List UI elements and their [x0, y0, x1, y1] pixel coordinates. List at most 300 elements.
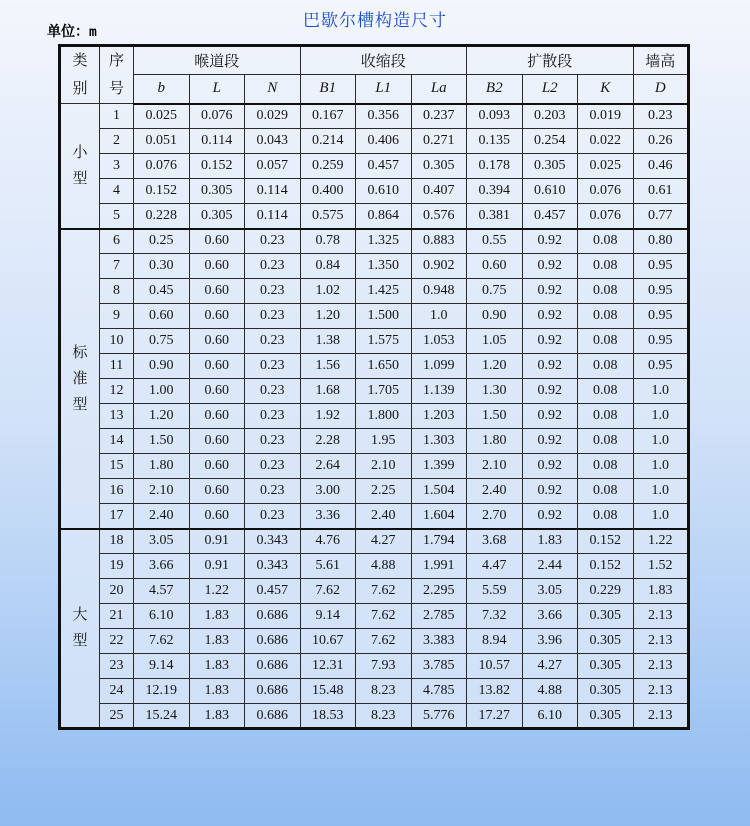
- cell-b: 9.14: [134, 654, 190, 679]
- cell-L2: 0.92: [522, 504, 578, 529]
- cell-L: 0.152: [189, 154, 245, 179]
- cell-L1: 1.575: [356, 329, 412, 354]
- column-header-D: D: [633, 75, 689, 104]
- cell-L: 1.83: [189, 704, 245, 729]
- cell-N: 0.114: [245, 204, 301, 229]
- cell-B1: 1.20: [300, 304, 356, 329]
- cell-L2: 0.92: [522, 479, 578, 504]
- cell-K: 0.025: [578, 154, 634, 179]
- cell-L1: 7.62: [356, 579, 412, 604]
- cell-L2: 0.92: [522, 304, 578, 329]
- table-row: [60, 329, 689, 354]
- cell-N: 0.686: [245, 654, 301, 679]
- cell-D: 1.52: [633, 554, 689, 579]
- cell-N: 0.343: [245, 554, 301, 579]
- cell-La: 3.785: [411, 654, 467, 679]
- cell-D: 1.0: [633, 379, 689, 404]
- cell-K: 0.305: [578, 654, 634, 679]
- cell-K: 0.076: [578, 204, 634, 229]
- row-number: 21: [100, 604, 134, 629]
- cell-L2: 0.92: [522, 454, 578, 479]
- cell-D: 1.0: [633, 404, 689, 429]
- cell-L1: 1.350: [356, 254, 412, 279]
- column-header-L: L: [189, 75, 245, 104]
- cell-L2: 0.92: [522, 279, 578, 304]
- cell-B1: 1.68: [300, 379, 356, 404]
- row-number: 6: [100, 229, 134, 254]
- table-row: [60, 304, 689, 329]
- cell-N: 0.029: [245, 104, 301, 129]
- cell-b: 2.10: [134, 479, 190, 504]
- cell-K: 0.08: [578, 279, 634, 304]
- cell-b: 4.57: [134, 579, 190, 604]
- cell-N: 0.23: [245, 229, 301, 254]
- cell-K: 0.08: [578, 354, 634, 379]
- cell-B1: 1.38: [300, 329, 356, 354]
- cell-D: 1.22: [633, 529, 689, 554]
- cell-L: 0.305: [189, 204, 245, 229]
- table-row: [60, 629, 689, 654]
- table-row: [60, 654, 689, 679]
- table-row: [60, 504, 689, 529]
- cell-L: 1.83: [189, 604, 245, 629]
- row-number: 18: [100, 529, 134, 554]
- table-row: [60, 454, 689, 479]
- cell-D: 0.95: [633, 279, 689, 304]
- cell-D: 0.46: [633, 154, 689, 179]
- column-header-N: N: [245, 75, 301, 104]
- cell-N: 0.686: [245, 604, 301, 629]
- table-row: [60, 604, 689, 629]
- cell-B2: 2.10: [467, 454, 523, 479]
- cell-L: 0.60: [189, 404, 245, 429]
- cell-L2: 1.83: [522, 529, 578, 554]
- cell-B1: 0.214: [300, 129, 356, 154]
- cell-L: 0.60: [189, 304, 245, 329]
- cell-D: 0.95: [633, 304, 689, 329]
- cell-B2: 0.135: [467, 129, 523, 154]
- cell-N: 0.043: [245, 129, 301, 154]
- cell-B2: 0.90: [467, 304, 523, 329]
- row-number: 19: [100, 554, 134, 579]
- cell-B1: 15.48: [300, 679, 356, 704]
- cell-La: 1.303: [411, 429, 467, 454]
- unit-value: m: [89, 25, 97, 40]
- column-group-throat: 喉道段: [134, 46, 301, 75]
- row-number: 12: [100, 379, 134, 404]
- cell-B1: 0.259: [300, 154, 356, 179]
- row-number: 25: [100, 704, 134, 729]
- cell-N: 0.23: [245, 429, 301, 454]
- cell-B1: 1.92: [300, 404, 356, 429]
- cell-B2: 0.55: [467, 229, 523, 254]
- cell-L1: 2.10: [356, 454, 412, 479]
- cell-b: 0.025: [134, 104, 190, 129]
- table-row: [60, 354, 689, 379]
- cell-B1: 10.67: [300, 629, 356, 654]
- cell-N: 0.23: [245, 354, 301, 379]
- cell-D: 2.13: [633, 704, 689, 729]
- cell-B2: 5.59: [467, 579, 523, 604]
- row-number: 11: [100, 354, 134, 379]
- cell-B1: 0.84: [300, 254, 356, 279]
- cell-D: 1.0: [633, 454, 689, 479]
- cell-K: 0.08: [578, 329, 634, 354]
- row-number: 24: [100, 679, 134, 704]
- row-number: 17: [100, 504, 134, 529]
- cell-N: 0.23: [245, 254, 301, 279]
- cell-K: 0.08: [578, 229, 634, 254]
- cell-B2: 3.68: [467, 529, 523, 554]
- cell-La: 4.785: [411, 679, 467, 704]
- cell-L: 0.60: [189, 504, 245, 529]
- cell-B1: 7.62: [300, 579, 356, 604]
- cell-K: 0.076: [578, 179, 634, 204]
- cell-b: 0.076: [134, 154, 190, 179]
- column-header-index: 序号: [100, 46, 134, 104]
- cell-b: 0.30: [134, 254, 190, 279]
- cell-N: 0.343: [245, 529, 301, 554]
- cell-N: 0.686: [245, 679, 301, 704]
- cell-D: 2.13: [633, 679, 689, 704]
- cell-b: 0.75: [134, 329, 190, 354]
- cell-La: 0.883: [411, 229, 467, 254]
- cell-b: 1.50: [134, 429, 190, 454]
- cell-L: 0.60: [189, 279, 245, 304]
- cell-La: 1.203: [411, 404, 467, 429]
- cell-La: 1.399: [411, 454, 467, 479]
- cell-B2: 0.75: [467, 279, 523, 304]
- cell-D: 0.61: [633, 179, 689, 204]
- row-number: 2: [100, 129, 134, 154]
- cell-L: 0.60: [189, 479, 245, 504]
- cell-La: 1.099: [411, 354, 467, 379]
- cell-L1: 0.610: [356, 179, 412, 204]
- cell-La: 2.785: [411, 604, 467, 629]
- column-header-b: b: [134, 75, 190, 104]
- cell-K: 0.08: [578, 254, 634, 279]
- cell-L1: 8.23: [356, 679, 412, 704]
- column-group-converging: 收缩段: [300, 46, 467, 75]
- cell-La: 2.295: [411, 579, 467, 604]
- cell-b: 1.00: [134, 379, 190, 404]
- cell-L1: 7.62: [356, 604, 412, 629]
- column-header-L1: L1: [356, 75, 412, 104]
- cell-L: 0.305: [189, 179, 245, 204]
- cell-L: 0.91: [189, 554, 245, 579]
- cell-B1: 3.36: [300, 504, 356, 529]
- cell-L2: 3.66: [522, 604, 578, 629]
- cell-D: 1.0: [633, 429, 689, 454]
- cell-B2: 1.80: [467, 429, 523, 454]
- cell-D: 0.23: [633, 104, 689, 129]
- cell-L1: 4.27: [356, 529, 412, 554]
- cell-B2: 8.94: [467, 629, 523, 654]
- cell-N: 0.23: [245, 329, 301, 354]
- cell-B2: 17.27: [467, 704, 523, 729]
- cell-La: 1.0: [411, 304, 467, 329]
- row-number: 4: [100, 179, 134, 204]
- table-row: [60, 154, 689, 179]
- cell-La: 1.139: [411, 379, 467, 404]
- cell-L: 0.91: [189, 529, 245, 554]
- cell-L: 1.83: [189, 654, 245, 679]
- dimension-table: [58, 44, 690, 730]
- cell-D: 0.95: [633, 329, 689, 354]
- table-row: [60, 129, 689, 154]
- cell-La: 0.407: [411, 179, 467, 204]
- cell-D: 1.0: [633, 479, 689, 504]
- cell-L1: 1.95: [356, 429, 412, 454]
- cell-La: 5.776: [411, 704, 467, 729]
- cell-D: 0.95: [633, 354, 689, 379]
- cell-N: 0.686: [245, 629, 301, 654]
- column-header-B2: B2: [467, 75, 523, 104]
- column-header-category: 类别: [60, 46, 100, 104]
- cell-La: 1.053: [411, 329, 467, 354]
- cell-B1: 2.28: [300, 429, 356, 454]
- cell-La: 1.991: [411, 554, 467, 579]
- row-number: 3: [100, 154, 134, 179]
- cell-b: 1.80: [134, 454, 190, 479]
- cell-K: 0.229: [578, 579, 634, 604]
- cell-K: 0.08: [578, 504, 634, 529]
- cell-L1: 1.500: [356, 304, 412, 329]
- cell-La: 1.794: [411, 529, 467, 554]
- cell-B2: 0.178: [467, 154, 523, 179]
- cell-B2: 10.57: [467, 654, 523, 679]
- cell-b: 0.228: [134, 204, 190, 229]
- cell-La: 0.948: [411, 279, 467, 304]
- table-row: [60, 679, 689, 704]
- row-number: 23: [100, 654, 134, 679]
- cell-K: 0.08: [578, 404, 634, 429]
- cell-L1: 0.406: [356, 129, 412, 154]
- column-group-wall-height: 墙高: [633, 46, 689, 75]
- cell-D: 2.13: [633, 654, 689, 679]
- cell-B1: 1.02: [300, 279, 356, 304]
- cell-L2: 0.92: [522, 354, 578, 379]
- cell-B2: 2.40: [467, 479, 523, 504]
- cell-La: 0.271: [411, 129, 467, 154]
- cell-B1: 3.00: [300, 479, 356, 504]
- cell-N: 0.23: [245, 279, 301, 304]
- cell-N: 0.23: [245, 379, 301, 404]
- cell-b: 0.60: [134, 304, 190, 329]
- cell-L1: 1.325: [356, 229, 412, 254]
- cell-b: 3.05: [134, 529, 190, 554]
- column-group-diverging: 扩散段: [467, 46, 634, 75]
- cell-N: 0.686: [245, 704, 301, 729]
- cell-D: 0.80: [633, 229, 689, 254]
- cell-K: 0.152: [578, 554, 634, 579]
- cell-L1: 0.356: [356, 104, 412, 129]
- cell-La: 1.604: [411, 504, 467, 529]
- cell-L1: 8.23: [356, 704, 412, 729]
- cell-b: 1.20: [134, 404, 190, 429]
- cell-L2: 0.92: [522, 254, 578, 279]
- cell-b: 0.25: [134, 229, 190, 254]
- cell-K: 0.305: [578, 629, 634, 654]
- table-row: [60, 229, 689, 254]
- cell-L2: 4.27: [522, 654, 578, 679]
- category-label: 大型: [60, 529, 100, 729]
- cell-L1: 0.864: [356, 204, 412, 229]
- cell-L2: 0.254: [522, 129, 578, 154]
- cell-B1: 0.167: [300, 104, 356, 129]
- table-row: [60, 179, 689, 204]
- cell-L2: 0.92: [522, 229, 578, 254]
- cell-L2: 0.457: [522, 204, 578, 229]
- cell-b: 2.40: [134, 504, 190, 529]
- cell-B2: 0.381: [467, 204, 523, 229]
- row-number: 1: [100, 104, 134, 129]
- cell-L: 0.60: [189, 329, 245, 354]
- cell-L1: 1.705: [356, 379, 412, 404]
- cell-b: 0.90: [134, 354, 190, 379]
- cell-La: 1.504: [411, 479, 467, 504]
- table-header: [60, 46, 689, 104]
- row-number: 20: [100, 579, 134, 604]
- row-number: 15: [100, 454, 134, 479]
- cell-L: 0.60: [189, 454, 245, 479]
- table-row: [60, 529, 689, 554]
- cell-B2: 1.50: [467, 404, 523, 429]
- cell-D: 1.83: [633, 579, 689, 604]
- cell-K: 0.305: [578, 679, 634, 704]
- table-row: [60, 104, 689, 129]
- cell-K: 0.152: [578, 529, 634, 554]
- column-header-K: K: [578, 75, 634, 104]
- cell-B2: 0.394: [467, 179, 523, 204]
- cell-La: 0.305: [411, 154, 467, 179]
- cell-L2: 3.96: [522, 629, 578, 654]
- cell-B2: 1.30: [467, 379, 523, 404]
- row-number: 22: [100, 629, 134, 654]
- cell-B2: 1.20: [467, 354, 523, 379]
- cell-L1: 2.25: [356, 479, 412, 504]
- cell-b: 0.152: [134, 179, 190, 204]
- table-row: [60, 279, 689, 304]
- cell-B1: 0.78: [300, 229, 356, 254]
- cell-K: 0.019: [578, 104, 634, 129]
- cell-B1: 12.31: [300, 654, 356, 679]
- page-title: 巴歇尔槽构造尺寸: [303, 11, 447, 30]
- cell-L2: 3.05: [522, 579, 578, 604]
- cell-N: 0.23: [245, 304, 301, 329]
- cell-L: 0.114: [189, 129, 245, 154]
- unit-label: 单位：: [47, 23, 89, 39]
- cell-D: 1.0: [633, 504, 689, 529]
- cell-L1: 1.800: [356, 404, 412, 429]
- cell-N: 0.23: [245, 479, 301, 504]
- cell-La: 0.902: [411, 254, 467, 279]
- cell-D: 0.95: [633, 254, 689, 279]
- cell-B2: 0.60: [467, 254, 523, 279]
- table-row: [60, 479, 689, 504]
- row-number: 13: [100, 404, 134, 429]
- unit-note: [47, 21, 97, 41]
- cell-B1: 0.400: [300, 179, 356, 204]
- cell-N: 0.23: [245, 504, 301, 529]
- cell-L: 0.60: [189, 429, 245, 454]
- row-number: 5: [100, 204, 134, 229]
- cell-L: 0.60: [189, 254, 245, 279]
- row-number: 7: [100, 254, 134, 279]
- cell-B2: 1.05: [467, 329, 523, 354]
- cell-L: 1.83: [189, 679, 245, 704]
- cell-L1: 1.425: [356, 279, 412, 304]
- cell-L1: 4.88: [356, 554, 412, 579]
- column-header-La: La: [411, 75, 467, 104]
- cell-L1: 2.40: [356, 504, 412, 529]
- cell-D: 0.77: [633, 204, 689, 229]
- table-row: [60, 404, 689, 429]
- cell-L: 1.83: [189, 629, 245, 654]
- cell-L2: 0.610: [522, 179, 578, 204]
- cell-L: 0.076: [189, 104, 245, 129]
- cell-L: 0.60: [189, 229, 245, 254]
- cell-K: 0.08: [578, 379, 634, 404]
- cell-D: 2.13: [633, 604, 689, 629]
- table-row: [60, 379, 689, 404]
- cell-b: 0.051: [134, 129, 190, 154]
- table-row: [60, 429, 689, 454]
- table-row: [60, 704, 689, 729]
- cell-b: 15.24: [134, 704, 190, 729]
- cell-K: 0.022: [578, 129, 634, 154]
- cell-B2: 13.82: [467, 679, 523, 704]
- row-number: 16: [100, 479, 134, 504]
- cell-L2: 0.92: [522, 379, 578, 404]
- cell-La: 3.383: [411, 629, 467, 654]
- cell-L1: 7.62: [356, 629, 412, 654]
- cell-B1: 0.575: [300, 204, 356, 229]
- cell-K: 0.08: [578, 454, 634, 479]
- cell-B1: 18.53: [300, 704, 356, 729]
- cell-L2: 0.92: [522, 429, 578, 454]
- cell-L2: 0.203: [522, 104, 578, 129]
- cell-K: 0.08: [578, 304, 634, 329]
- cell-B2: 4.47: [467, 554, 523, 579]
- cell-N: 0.457: [245, 579, 301, 604]
- cell-L2: 0.305: [522, 154, 578, 179]
- cell-L1: 1.650: [356, 354, 412, 379]
- table-row: [60, 204, 689, 229]
- cell-L2: 6.10: [522, 704, 578, 729]
- cell-b: 6.10: [134, 604, 190, 629]
- row-number: 10: [100, 329, 134, 354]
- row-number: 14: [100, 429, 134, 454]
- cell-B1: 1.56: [300, 354, 356, 379]
- cell-L: 1.22: [189, 579, 245, 604]
- cell-B1: 5.61: [300, 554, 356, 579]
- column-header-L2: L2: [522, 75, 578, 104]
- table-row: [60, 579, 689, 604]
- cell-L: 0.60: [189, 379, 245, 404]
- table-body: [60, 104, 689, 729]
- cell-b: 7.62: [134, 629, 190, 654]
- cell-B1: 4.76: [300, 529, 356, 554]
- cell-b: 3.66: [134, 554, 190, 579]
- cell-La: 0.576: [411, 204, 467, 229]
- cell-La: 0.237: [411, 104, 467, 129]
- cell-K: 0.305: [578, 604, 634, 629]
- cell-L2: 0.92: [522, 329, 578, 354]
- cell-B2: 2.70: [467, 504, 523, 529]
- cell-L2: 2.44: [522, 554, 578, 579]
- cell-B1: 9.14: [300, 604, 356, 629]
